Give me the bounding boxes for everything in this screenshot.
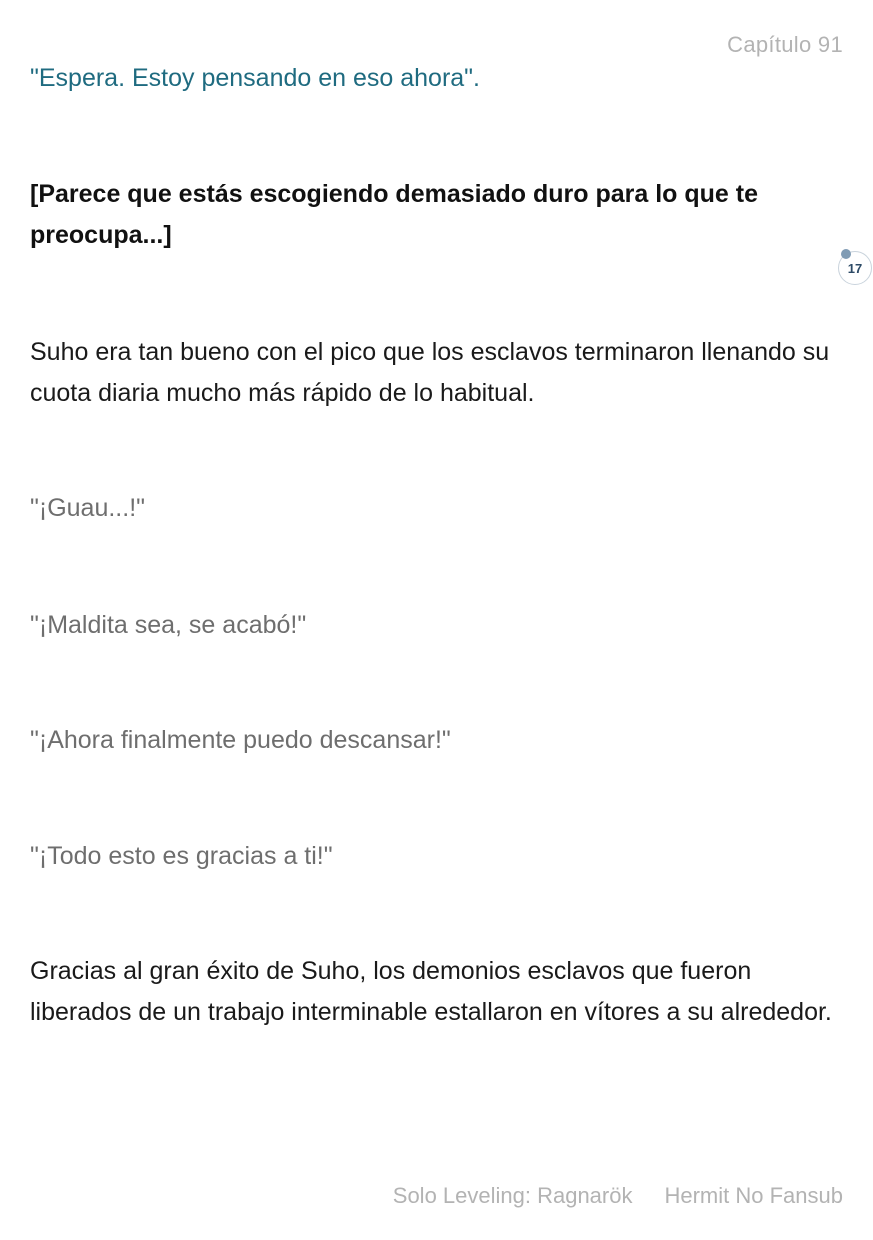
chapter-label: Capítulo 91 bbox=[727, 32, 843, 57]
translator-credit: Hermit No Fansub bbox=[664, 1183, 843, 1208]
novel-title: Solo Leveling: Ragnarök bbox=[392, 1183, 633, 1208]
narration-paragraph: Gracias al gran éxito de Suho, los demonios esclavos que fueron liberados de un trabajo interminable estallaron en vítores a su alrededor. bbox=[30, 957, 832, 1026]
dialogue-paragraph: "¡Guau...!" bbox=[30, 494, 146, 522]
dialogue-paragraph: "Espera. Estoy pensando en eso ahora". bbox=[30, 64, 480, 92]
narration-paragraph: Suho era tan bueno con el pico que los esclavos terminaron llenando su cuota diaria mucho más rápido de lo habitual. bbox=[30, 338, 830, 407]
dialogue-paragraph: "¡Maldita sea, se acabó!" bbox=[30, 611, 307, 639]
page-number-label: 17 bbox=[847, 260, 863, 276]
system-message-paragraph: [Parece que estás escogiendo demasiado duro para lo que te preocupa...] bbox=[30, 180, 759, 249]
footer bbox=[393, 1183, 843, 1209]
bookmark-dot-icon bbox=[841, 249, 851, 259]
dialogue-paragraph: "¡Todo esto es gracias a ti!" bbox=[30, 842, 333, 870]
dialogue-paragraph: "¡Ahora finalmente puedo descansar!" bbox=[30, 726, 451, 754]
